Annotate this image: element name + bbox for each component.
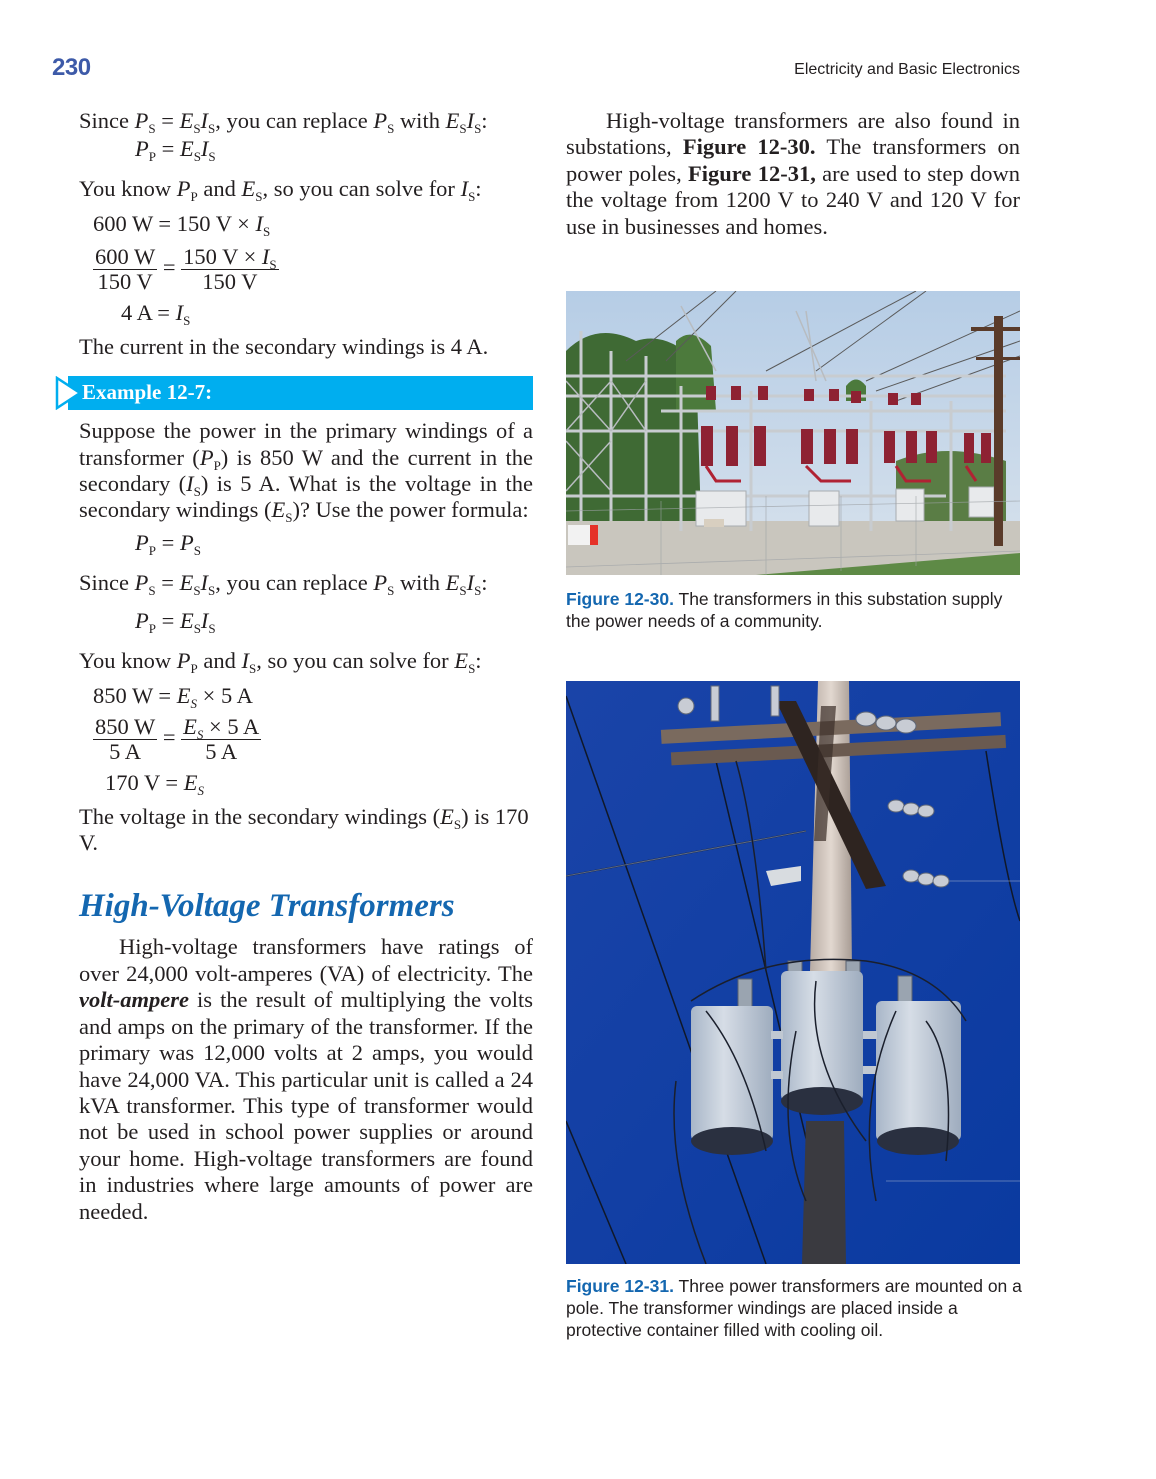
triangle-arrow-icon [55,376,83,410]
result-voltage: The voltage in the secondary windings $(E_S)$ is 170 V. [79,803,529,856]
equation-pp-esis: $P_P = E_SI_S$ [135,136,216,165]
substation-image [566,291,1020,575]
fraction-right: $\frac{150 V \times I_S}{150 V}$ [183,243,277,294]
page-number: 230 [52,54,91,81]
equation-850w: 850 $W = E_S \times 5$ A [93,682,253,711]
key-term: volt-ampere [79,987,189,1013]
since-statement-1: Since $P_S = E_SI_S$, you can replace $P_S$ with $E_SI_S$: [79,108,488,136]
you-know-statement-1: You know $P_P$ and $E_S$, so you can solve for $I_S$: [79,176,482,205]
fraction-equation-600w: $\frac{600 W}{150 V}$ = $\frac{150 V \times I_S}{150 V}$ [95,243,277,294]
you-know-statement-2: You know $P_P$ and $I_S$, so you can solve for $E_S$: [79,648,482,677]
equation-pp-ps: $P_P = P_S$ [135,529,201,558]
left-column [79,108,533,1225]
since-statement-2: Since $P_S = E_SI_S$, you can replace $P_S$ with $E_SI_S$: [79,569,488,598]
right-column [566,108,1020,240]
result-current: The current in the secondary windings is 4 A. [79,333,489,359]
pole-transformers-image [566,681,1020,1264]
fraction-left: $\frac{850 W}{5 A}$ [95,713,156,764]
fraction-left: $\frac{600 W}{150 V}$ [95,243,156,294]
fraction-right: $\frac{E_S \times 5 A}{5 A}$ [183,713,260,764]
equation-4a: 4 $A = I_S$ [121,299,191,328]
figure-12-30-substation-photo [566,291,1020,575]
right-paragraph: High-voltage transformers are also found in substations, Figure 12-30. The transformers on power poles, Figure 12-31, are used to step down the voltage from 1200 V to 240 V and 120 V for use in businesses and homes. [566,108,1020,239]
example-problem: Suppose the power in the primary windings of a transformer $(P_P)$ is 850 W and the current in the secondary $(I_S)$ is 5 A. What is the voltage in the secondary windings $(E_S)$? Use the power formula: [79,418,533,526]
figure-12-31-caption: Figure 12-31. Three power transformers are mounted on a pole. The transformer windings are placed inside a protective container filled with cooling oil. [566,1276,1022,1340]
figure-reference-30: Figure 12-30. [682,134,816,160]
figure-reference-31: Figure 12-31, [688,160,816,186]
equation-600w: 600 W = 150 $V \times I_S$ [93,210,271,239]
running-head: Electricity and Basic Electronics [794,61,1020,78]
equation-170v: 170 $V = E_S$ [105,769,204,798]
example-label: Example 12-7: [82,380,213,405]
example-banner [55,376,533,410]
section-paragraph: High-voltage transformers have ratings of over 24,000 volt-amperes (VA) of electricity. The volt-ampere is the result of multiplying the volts and amps on the primary of the transformer. If the primary was 12,000 volts at 2 amps, you would have 24,000 VA. This particular unit is called a 24 kVA transformer. This type of transformer would not be used in school power supplies or around your home. High-voltage transformers are found in industries where large amounts of power are needed. [79,934,533,1224]
figure-12-31-pole-transformers-photo [566,681,1020,1264]
section-heading: High-Voltage Transformers [79,888,455,925]
equation-pp-esis-2: $P_P = E_SI_S$ [135,608,216,637]
fraction-equation-850w: $\frac{850 W}{5 A}$ = $\frac{E_S \times 5 A}{5 A}$ [95,713,260,764]
figure-12-30-caption: Figure 12-30. The transformers in this substation supply the power needs of a community. [566,589,1003,631]
